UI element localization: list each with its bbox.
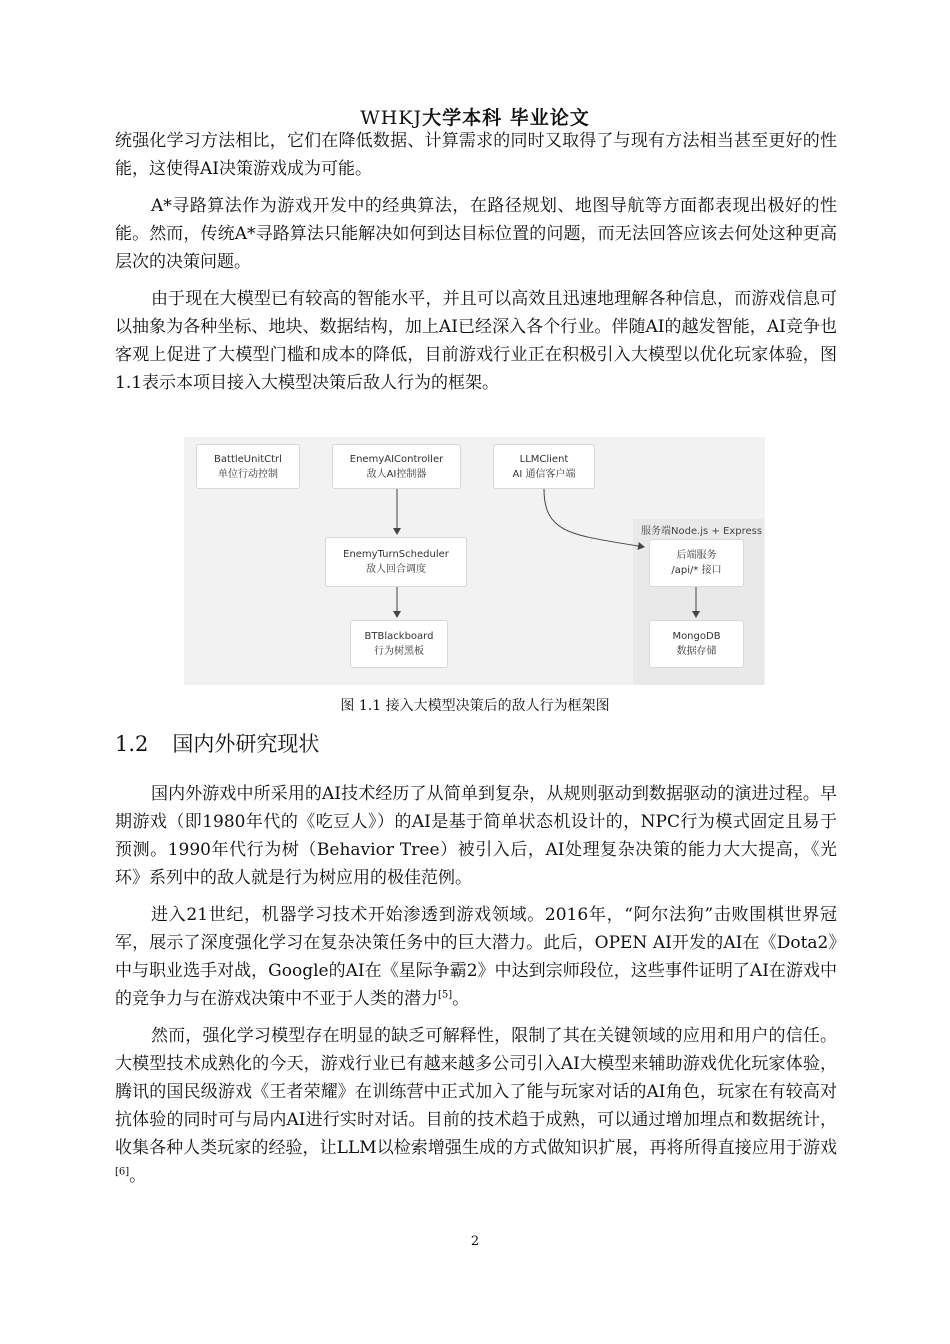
server-group-label: 服务端Node.js + Express [641, 526, 763, 537]
arrow-client-to-backend [544, 489, 644, 547]
architecture-figure [184, 437, 765, 685]
paragraph-3: 由于现在大模型已有较高的智能水平，并且可以高效且迅速地理解各种信息，而游戏信息可以抽象为各种坐标、地块、数据结构，加上AI已经深入各个行业。伴随AI的越发智能，AI竞争也客观上促进了大模型门槛和成本的降低，目前游戏行业正在积极引入大模型以优化玩家体验，图1.1表示本项目接入大模型决策后敌人行为的框架。 [115, 289, 837, 393]
paragraph-6-text: 然而，强化学习模型存在明显的缺乏可解释性，限制了其在关键领域的应用和用户的信任。大模型技术成熟化的今天，游戏行业已有越来越多公司引入AI大模型来辅助游戏优化玩家体验，腾讯的国民级游戏《王者荣耀》在训练营中正式加入了能与玩家对话的AI角色，玩家在有较高对抗体验的同时可与局内AI进行实时对话。目前的技术趋于成熟，可以通过增加埋点和数据统计，收集各种人类玩家的经验，让LLM以检索增强生成的方式做知识扩展，再将所得直接应用于游戏 [115, 1026, 837, 1158]
paragraph-2: A*寻路算法作为游戏开发中的经典算法，在路径规划、地图导航等方面都表现出极好的性能。然而，传统A*寻路算法只能解决如何到达目标位置的问题，而无法回答应该去何处这种更高层次的决策问题。 [115, 196, 837, 272]
header-title: 大学本科 毕业论文 [422, 107, 590, 129]
node-llm-client [493, 444, 595, 489]
node-scheduler-desc: 敌人回合调度 [366, 564, 426, 575]
paragraph-6-tail: 。 [129, 1166, 147, 1186]
citation-6: [6] [115, 1166, 130, 1178]
intro-text [115, 127, 837, 406]
running-header [0, 103, 950, 130]
node-llm-client-name: LLMClient [519, 453, 569, 465]
section-number: 1.2 [115, 732, 149, 756]
paragraph-5 [115, 901, 837, 1013]
node-battle-unit-desc: 单位行动控制 [218, 468, 278, 480]
node-battle-unit-ctrl [196, 444, 300, 489]
node-blackboard-name: BTBlackboard [364, 631, 434, 642]
node-backend-service [649, 539, 744, 587]
node-enemy-turn-scheduler [325, 537, 467, 587]
node-mongodb-name: MongoDB [672, 631, 721, 642]
node-enemy-ai-name: EnemyAIController [349, 453, 444, 465]
paragraph-1: 统强化学习方法相比，它们在降低数据、计算需求的同时又取得了与现有方法相当甚至更好的性能，这使得AI决策游戏成为可能。 [115, 131, 837, 179]
node-backend-desc: /api/* 接口 [671, 565, 722, 576]
header-university: WHKJ [360, 107, 423, 129]
section-title: 国内外研究现状 [172, 732, 320, 756]
node-enemy-ai-controller [332, 444, 461, 489]
node-mongodb-desc: 数据存储 [676, 646, 717, 657]
node-blackboard-desc: 行为树黑板 [374, 646, 424, 657]
node-bt-blackboard [350, 620, 448, 668]
citation-5: [5] [438, 989, 453, 1001]
node-mongodb [649, 620, 744, 668]
paragraph-4: 国内外游戏中所采用的AI技术经历了从简单到复杂，从规则驱动到数据驱动的演进过程。早期游戏（即1980年代的《吃豆人》）的AI是基于简单状态机设计的，NPC行为模式固定且易于预测。1990年代行为树（Behavior Tree）被引入后，AI处理复杂决策的能力大大提高，《光环》系列中的敌人就是行为树应用的极佳范例。 [115, 784, 837, 888]
section-heading [115, 728, 319, 758]
figure-caption: 图 1.1 接入大模型决策后的敌人行为框架图 [340, 698, 610, 714]
node-backend-name: 后端服务 [676, 550, 717, 561]
node-enemy-ai-desc: 敌人AI控制器 [366, 468, 427, 480]
body-text [115, 780, 837, 1199]
node-scheduler-name: EnemyTurnScheduler [343, 549, 449, 560]
paragraph-5-tail: 。 [452, 989, 470, 1009]
paragraph-5-text: 进入21世纪，机器学习技术开始渗透到游戏领域。2016年，“阿尔法狗”击败围棋世界冠军，展示了深度强化学习在复杂决策任务中的巨大潜力。此后，OPEN AI开发的AI在《Dota2》中与职业选手对战，Google的AI在《星际争霸2》中达到宗师段位，这些事件证明了AI在游戏中的竞争力与在游戏决策中不亚于人类的潜力 [115, 905, 837, 1009]
page-number: 2 [470, 1234, 480, 1249]
node-battle-unit-name: BattleUnitCtrl [214, 453, 282, 465]
paragraph-6 [115, 1022, 837, 1190]
node-llm-client-desc: AI 通信客户端 [512, 468, 576, 480]
